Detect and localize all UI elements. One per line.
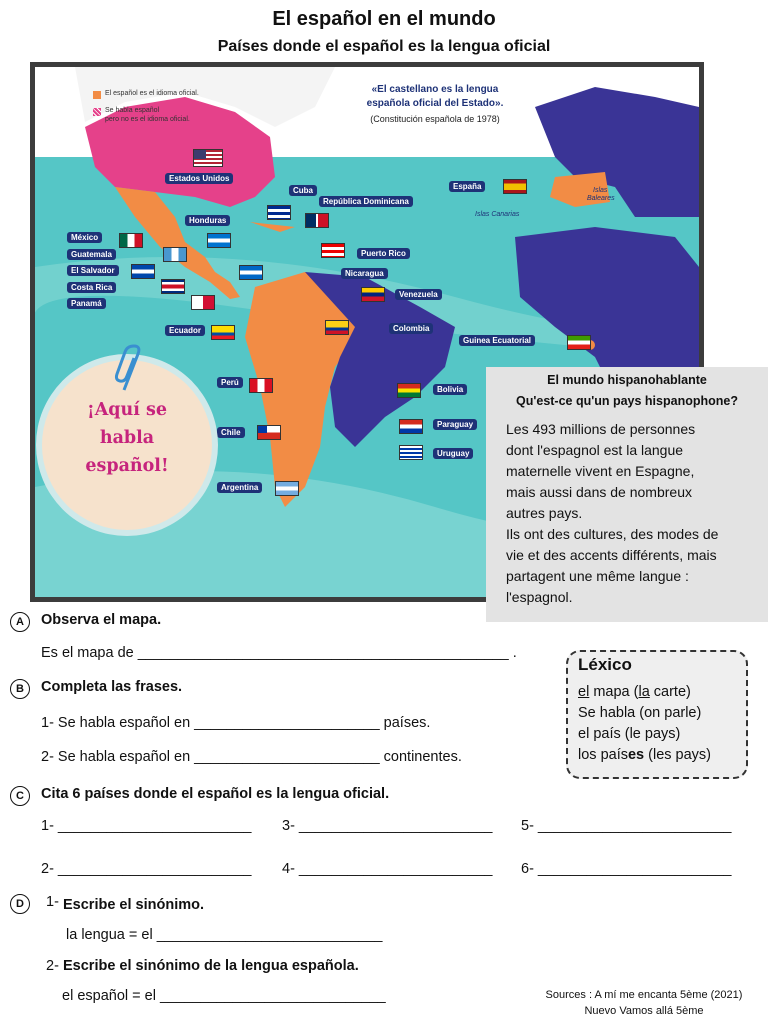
label-guinea: Guinea Ecuatorial [459, 335, 535, 346]
lexico-paises-stem: los país [578, 747, 628, 763]
exercise-d-line-1[interactable]: la lengua = el ____________________________ [66, 927, 383, 943]
exercise-d-title-1: Escribe el sinónimo. [63, 897, 205, 913]
islas-baleares-label-2: Baleares [587, 195, 615, 202]
lexico-line-1 [578, 684, 691, 700]
exercise-c-item[interactable]: 6- ________________________ [521, 861, 732, 877]
exercise-d-num-1: 1- [46, 894, 59, 910]
flag-colombia [325, 320, 349, 335]
legend-spoken-label-2: pero no es el idioma oficial. [105, 116, 190, 123]
exercise-a-answer-line[interactable]: Es el mapa de ______________________________________________ . [41, 645, 517, 661]
label-cuba: Cuba [289, 185, 317, 196]
label-ecuador: Ecuador [165, 325, 205, 336]
lexico-article-el: el [578, 684, 590, 700]
exercise-b-line-1[interactable]: 1- Se habla español en _______________________ países. [41, 715, 431, 731]
label-espana: España [449, 181, 485, 192]
flag-argentina [275, 481, 299, 496]
flag-cuba [267, 205, 291, 220]
label-puertorico: Puerto Rico [357, 248, 410, 259]
exercise-b-line-2[interactable]: 2- Se habla español en _______________________ continentes. [41, 749, 462, 765]
label-argentina: Argentina [217, 482, 262, 493]
sticker-line-1: ¡Aquí se [87, 400, 167, 420]
info-line: maternelle vivent en Espagne, [506, 463, 695, 479]
exercise-c-item[interactable]: 3- ________________________ [282, 818, 493, 834]
flag-usa [193, 149, 223, 167]
lexico-box [566, 650, 748, 779]
flag-peru [249, 378, 273, 393]
info-line: mais aussi dans de nombreux [506, 484, 692, 500]
legend-spoken-label-1: Se habla español [105, 107, 160, 114]
label-chile: Chile [217, 427, 245, 438]
label-panama: Panamá [67, 298, 106, 309]
lexico-les-pays: (les pays) [644, 747, 712, 763]
info-line: Les 493 millions de personnes [506, 421, 696, 437]
exercise-a-badge: A [10, 612, 30, 632]
lexico-title: Léxico [578, 655, 632, 674]
lexico-line-2: Se habla (on parle) [578, 705, 702, 721]
sources-line-2: Nuevo Vamos allá 5ème [584, 1005, 704, 1017]
flag-dominicana [305, 213, 329, 228]
info-line: l'espagnol. [506, 589, 573, 605]
flag-uruguay [399, 445, 423, 460]
exercise-c-title: Cita 6 países donde el español es la lengua oficial. [41, 786, 390, 802]
exercise-c-item[interactable]: 5- ________________________ [521, 818, 732, 834]
exercise-d-title-2: Escribe el sinónimo de la lengua española. [63, 958, 359, 974]
flag-guatemala [163, 247, 187, 262]
flag-espana [503, 179, 527, 194]
info-line: autres pays. [506, 505, 583, 521]
exercise-c-item[interactable]: 4- ________________________ [282, 861, 493, 877]
flag-guinea [567, 335, 591, 350]
label-uruguay: Uruguay [433, 448, 473, 459]
exercise-c-item[interactable]: 2- ________________________ [41, 861, 252, 877]
flag-paraguay [399, 419, 423, 434]
flag-venezuela [361, 287, 385, 302]
exercise-c-item[interactable]: 1- ________________________ [41, 818, 252, 834]
exercise-b-title: Completa las frases. [41, 679, 183, 695]
flag-nicaragua [239, 265, 263, 280]
sticker-line-3: español! [85, 456, 169, 476]
exercise-d-badge: D [10, 894, 30, 914]
flag-panama [191, 295, 215, 310]
islas-baleares-label-1: Islas [593, 187, 608, 194]
label-peru: Perú [217, 377, 243, 388]
legend-spoken-swatch [93, 108, 101, 116]
exercise-d-line-2[interactable]: el español = el ____________________________ [62, 988, 386, 1004]
info-line: Ils ont des cultures, des modes de [506, 526, 719, 542]
info-heading-2: Qu'est-ce qu'un pays hispanophone? [516, 394, 738, 408]
label-nicaragua: Nicaragua [341, 268, 388, 279]
constitution-quote-line-3: (Constitución española de 1978) [370, 114, 500, 124]
label-dominicana: República Dominicana [319, 196, 413, 207]
exercise-a-title: Observa el mapa. [41, 612, 162, 628]
legend-official-swatch [93, 91, 101, 99]
lexico-plural-ending: es [627, 747, 645, 763]
label-guatemala: Guatemala [67, 249, 116, 260]
info-line: dont l'espagnol est la langue [506, 442, 684, 458]
islas-canarias-label: Islas Canarias [475, 211, 520, 218]
lexico-line-4 [578, 747, 711, 763]
flag-puertorico [321, 243, 345, 258]
flag-mexico [119, 233, 143, 248]
legend-official-label: El español es el idioma oficial. [105, 90, 199, 97]
label-elsalvador: El Salvador [67, 265, 119, 276]
flag-elsalvador [131, 264, 155, 279]
label-venezuela: Venezuela [395, 289, 442, 300]
sources-line-1: Sources : A mí me encanta 5ème (2021) [545, 989, 743, 1001]
info-line: vie et des accents différents, mais [506, 547, 717, 563]
info-line: partagent une même langue : [506, 568, 689, 584]
flag-chile [257, 425, 281, 440]
page-title: El español en el mundo [272, 8, 496, 30]
flag-costarica [161, 279, 185, 294]
label-honduras: Honduras [185, 215, 230, 226]
paperclip-icon [114, 344, 144, 396]
label-costarica: Costa Rica [67, 282, 116, 293]
flag-honduras [207, 233, 231, 248]
exercise-b-badge: B [10, 679, 30, 699]
label-colombia: Colombia [389, 323, 433, 334]
label-mexico: México [67, 232, 102, 243]
constitution-quote-line-1: «El castellano es la lengua [371, 84, 499, 95]
lexico-carte: carte) [649, 684, 691, 700]
label-bolivia: Bolivia [433, 384, 467, 395]
label-paraguay: Paraguay [433, 419, 477, 430]
exercise-d-num-2: 2- [46, 958, 59, 974]
constitution-quote-line-2: española oficial del Estado». [366, 98, 504, 109]
lexico-article-la: la [638, 684, 650, 700]
lexico-mapa: mapa ( [589, 684, 639, 700]
flag-bolivia [397, 383, 421, 398]
sticker-line-2: habla [99, 428, 155, 448]
lexico-line-3: el país (le pays) [578, 726, 681, 742]
flag-ecuador [211, 325, 235, 340]
exercise-c-badge: C [10, 786, 30, 806]
info-box [486, 367, 768, 622]
info-heading-1: El mundo hispanohablante [547, 373, 707, 387]
label-usa: Estados Unidos [165, 173, 233, 184]
page-subtitle: Países donde el español es la lengua oficial [217, 38, 551, 55]
